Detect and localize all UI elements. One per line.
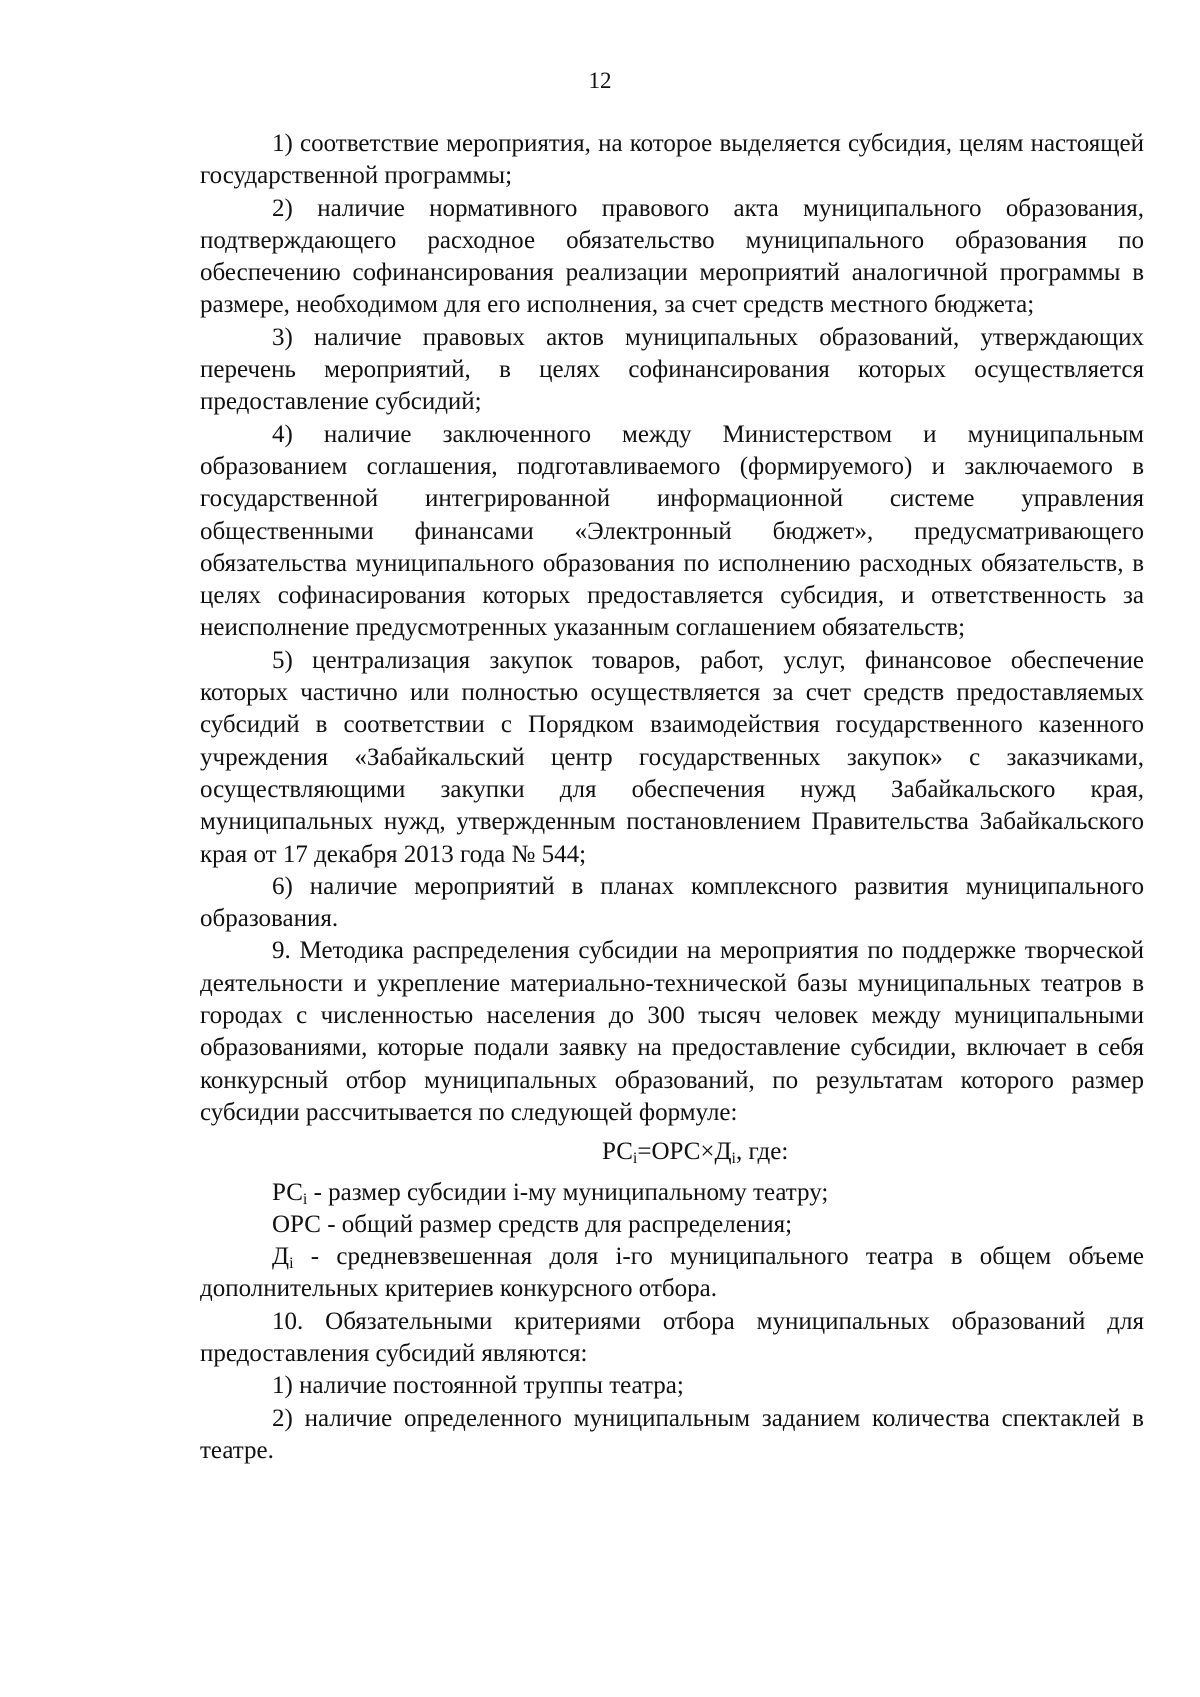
definition-rc xyxy=(200,1177,1144,1209)
paragraph-10: 10. Обязательными критериями отбора муниципальных образований для предоставления субсидий являются: xyxy=(200,1307,1144,1367)
criterion-4: 4) наличие заключенного между Министерством и муниципальным образованием соглашения, подготавливаемого (формируемого) и заключаемого в государственной интегрированной информационной системе управления общественными финансами «Электронный бюджет», предусматривающего обязательства муниципального образования по исполнению расходных обязательств, в целях софинасирования которых предоставляется субсидия, и ответственность за неисполнение предусмотренных указанным соглашением обязательств; xyxy=(200,420,1144,642)
criterion-5: 5) централизация закупок товаров, работ, услуг, финансовое обеспечение которых частично или полностью осуществляется за счет средств предоставляемых субсидий в соответствии с Порядком взаимодействия государственного казенного учреждения «Забайкальский центр государственных закупок» с заказчиками, осуществляющими закупки для обеспечения нужд Забайкальского края, муниципальных нужд, утвержденным постановлением Правительства Забайкальского края от 17 декабря 2013 года № 544; xyxy=(200,646,1144,868)
criterion-2: 2) наличие нормативного правового акта муниципального образования, подтверждающего расходное обязательство муниципального образования по обеспечению софинансирования реализации мероприятий аналогичной программы в размере, необходимом для его исполнения, за счет средств местного бюджета; xyxy=(200,194,1144,319)
definition-text: - размер субсидии i-му муниципальному театру; xyxy=(307,1178,829,1206)
paragraph-9: 9. Методика распределения субсидии на мероприятия по поддержке творческой деятельности и укрепление материально-технической базы муниципальных театров в городах с численностью населения до 300 тысяч человек между муниципальными образованиями, которые подали заявку на предоставление субсидии, включает в себя конкурсный отбор муниципальных образований, по результатам которого размер субсидии рассчитывается по следующей формуле: xyxy=(200,937,1144,1126)
formula-rc: РС xyxy=(602,1138,633,1166)
mandatory-criterion-1: 1) наличие постоянной труппы театра; xyxy=(272,1372,684,1400)
formula-tail: , где: xyxy=(736,1138,789,1166)
criterion-3: 3) наличие правовых актов муниципальных образований, утверждающих перечень мероприятий, в целях софинансирования которых осуществляется предоставление субсидий; xyxy=(200,323,1144,416)
document-body xyxy=(200,128,1144,1467)
definition-term: РС xyxy=(272,1178,303,1206)
page-number: 12 xyxy=(588,68,612,93)
criterion-1: 1) соответствие мероприятия, на которое выделяется субсидия, целям настоящей государственной программы; xyxy=(200,130,1144,190)
criterion-6: 6) наличие мероприятий в планах комплексного развития муниципального образования. xyxy=(200,872,1144,933)
definition-d xyxy=(200,1241,1144,1306)
mandatory-criterion-2: 2) наличие определенного муниципальным заданием количества спектаклей в театре. xyxy=(200,1404,1144,1464)
definition-subscript: i xyxy=(289,1255,294,1273)
formula-subscript-i: i xyxy=(632,1150,638,1168)
definition-ors: ОРС - общий размер средств для распределения; xyxy=(272,1210,793,1238)
definition-subscript: i xyxy=(302,1190,308,1208)
formula-subscript-i: i xyxy=(731,1150,736,1168)
definition-term: Д xyxy=(272,1243,290,1271)
definition-text: - средневзвешенная доля i-го муниципального театра в общем объеме дополнительных критериев конкурсного отбора. xyxy=(200,1243,1144,1303)
subsidy-formula xyxy=(200,1136,1144,1168)
formula-middle: =ОРС×Д xyxy=(637,1138,732,1166)
